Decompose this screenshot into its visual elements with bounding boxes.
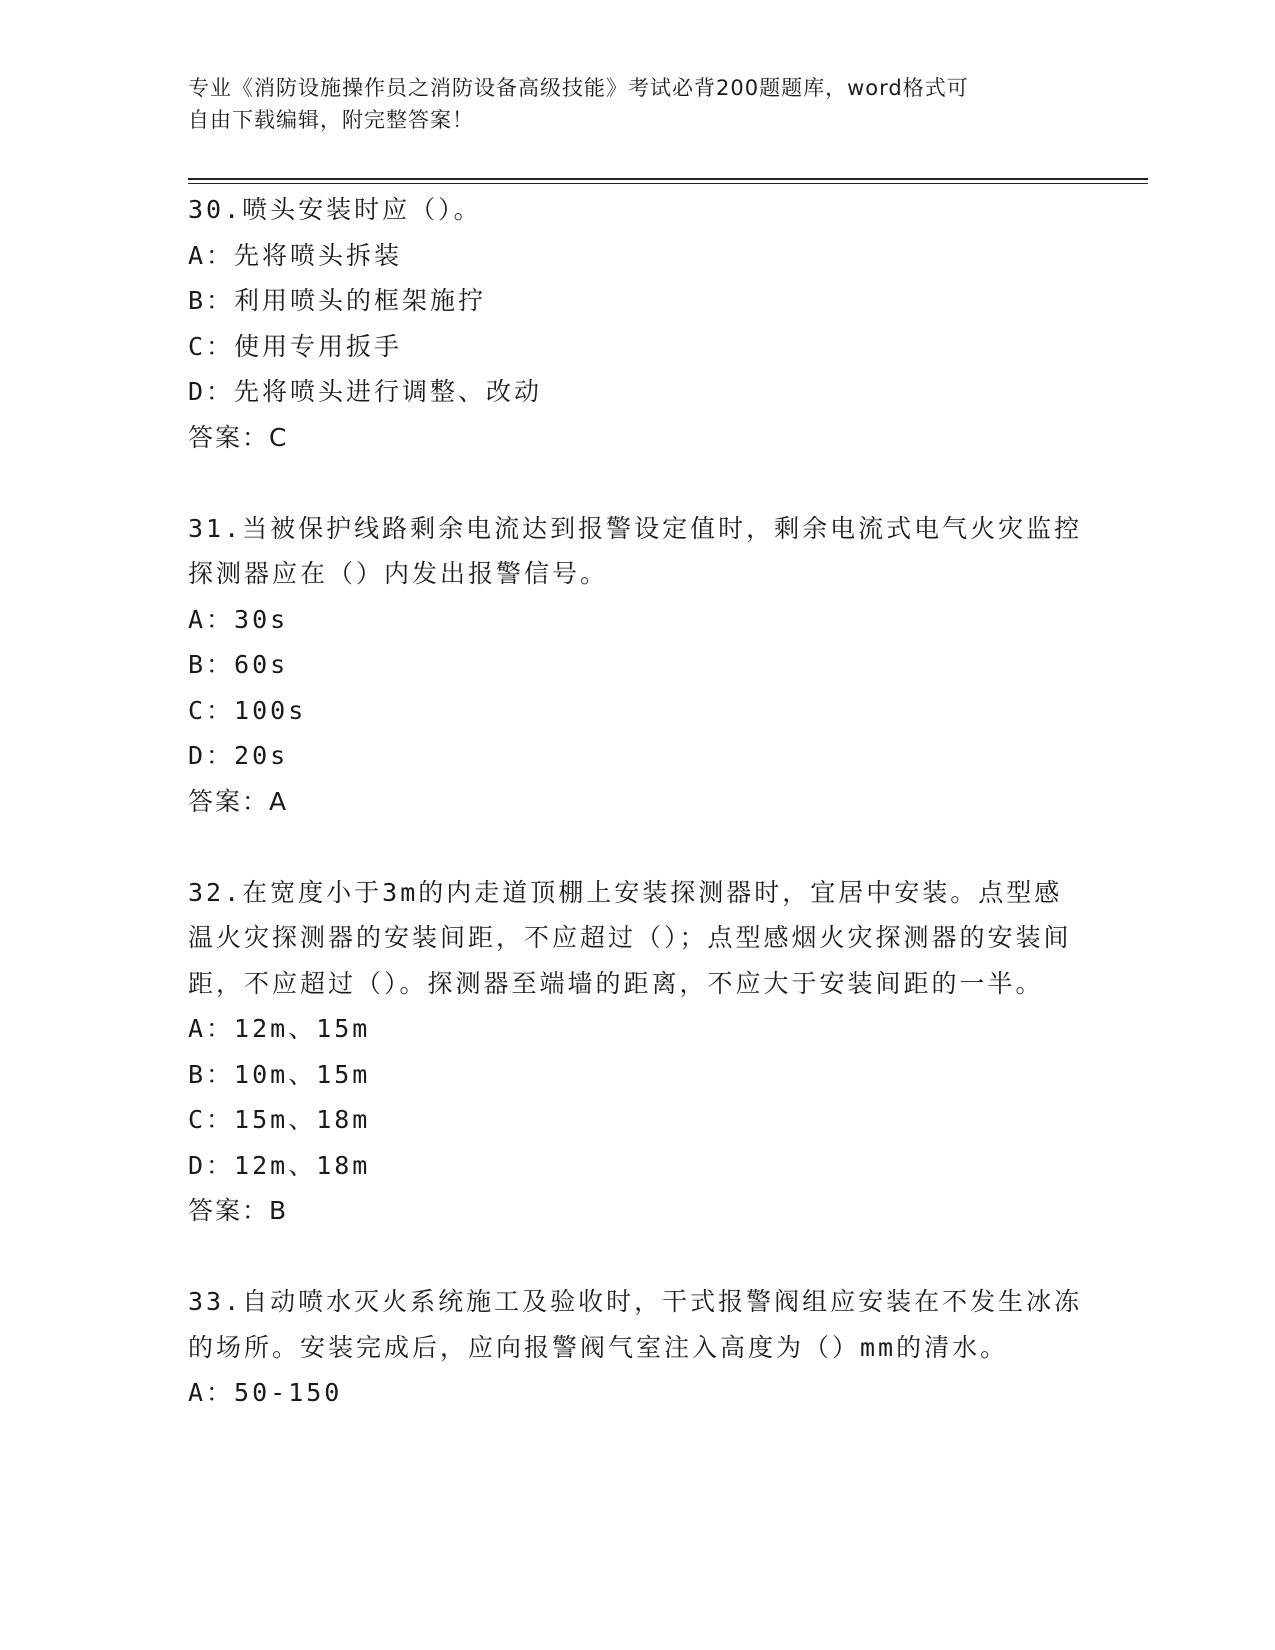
option-c: C：100s xyxy=(188,695,307,725)
question-spacer xyxy=(188,460,1088,506)
option-a: A：50-150 xyxy=(188,1378,343,1407)
header-line-2: 自由下载编辑，附完整答案！ xyxy=(188,108,474,132)
question-spacer xyxy=(188,1234,1088,1280)
option-d: D：12m、18m xyxy=(188,1150,371,1180)
question-spacer xyxy=(188,824,1088,870)
answer-line: 答案：B xyxy=(188,1196,289,1225)
header-divider-thick xyxy=(188,178,1148,180)
answer-line: 答案：C xyxy=(188,422,289,452)
option-a: A：先将喷头拆装 xyxy=(188,240,403,270)
question-stem: 30.喷头安装时应（）。 xyxy=(188,195,482,224)
question-list xyxy=(188,187,1088,1416)
answer-line: 答案：A xyxy=(188,786,289,816)
header-divider-thin xyxy=(188,183,1148,184)
option-c: C：15m、18m xyxy=(188,1105,371,1134)
option-a: A：30s xyxy=(188,604,289,634)
question-31 xyxy=(188,506,1088,825)
option-d: D：先将喷头进行调整、改动 xyxy=(188,377,543,406)
header-line-1: 专业《消防设施操作员之消防设备高级技能》考试必背200题题库，word格式可 xyxy=(188,76,969,100)
option-b: B：利用喷头的框架施拧 xyxy=(188,286,487,315)
question-30 xyxy=(188,187,1088,460)
option-d: D：20s xyxy=(188,741,289,770)
option-a: A：12m、15m xyxy=(188,1014,371,1043)
question-stem: 32.在宽度小于3m的内走道顶棚上安装探测器时，宜居中安装。点型感温火灾探测器的安装间距，不应超过（）；点型感烟火灾探测器的安装间距，不应超过（）。探测器至端墙的距离，不应大于安装间距的一半。 xyxy=(188,877,1072,998)
document-header xyxy=(188,72,1068,136)
option-b: B：10m、15m xyxy=(188,1059,371,1089)
question-stem: 33.自动喷水灭火系统施工及验收时，干式报警阀组应安装在不发生冰冻的场所。安装完成后，应向报警阀气室注入高度为（）mm的清水。 xyxy=(188,1287,1083,1362)
question-stem: 31.当被保护线路剩余电流达到报警设定值时，剩余电流式电气火灾监控探测器应在（）内发出报警信号。 xyxy=(188,513,1083,588)
question-32 xyxy=(188,870,1088,1234)
question-33 xyxy=(188,1279,1088,1416)
option-b: B：60s xyxy=(188,650,289,679)
option-c: C：使用专用扳手 xyxy=(188,331,403,361)
